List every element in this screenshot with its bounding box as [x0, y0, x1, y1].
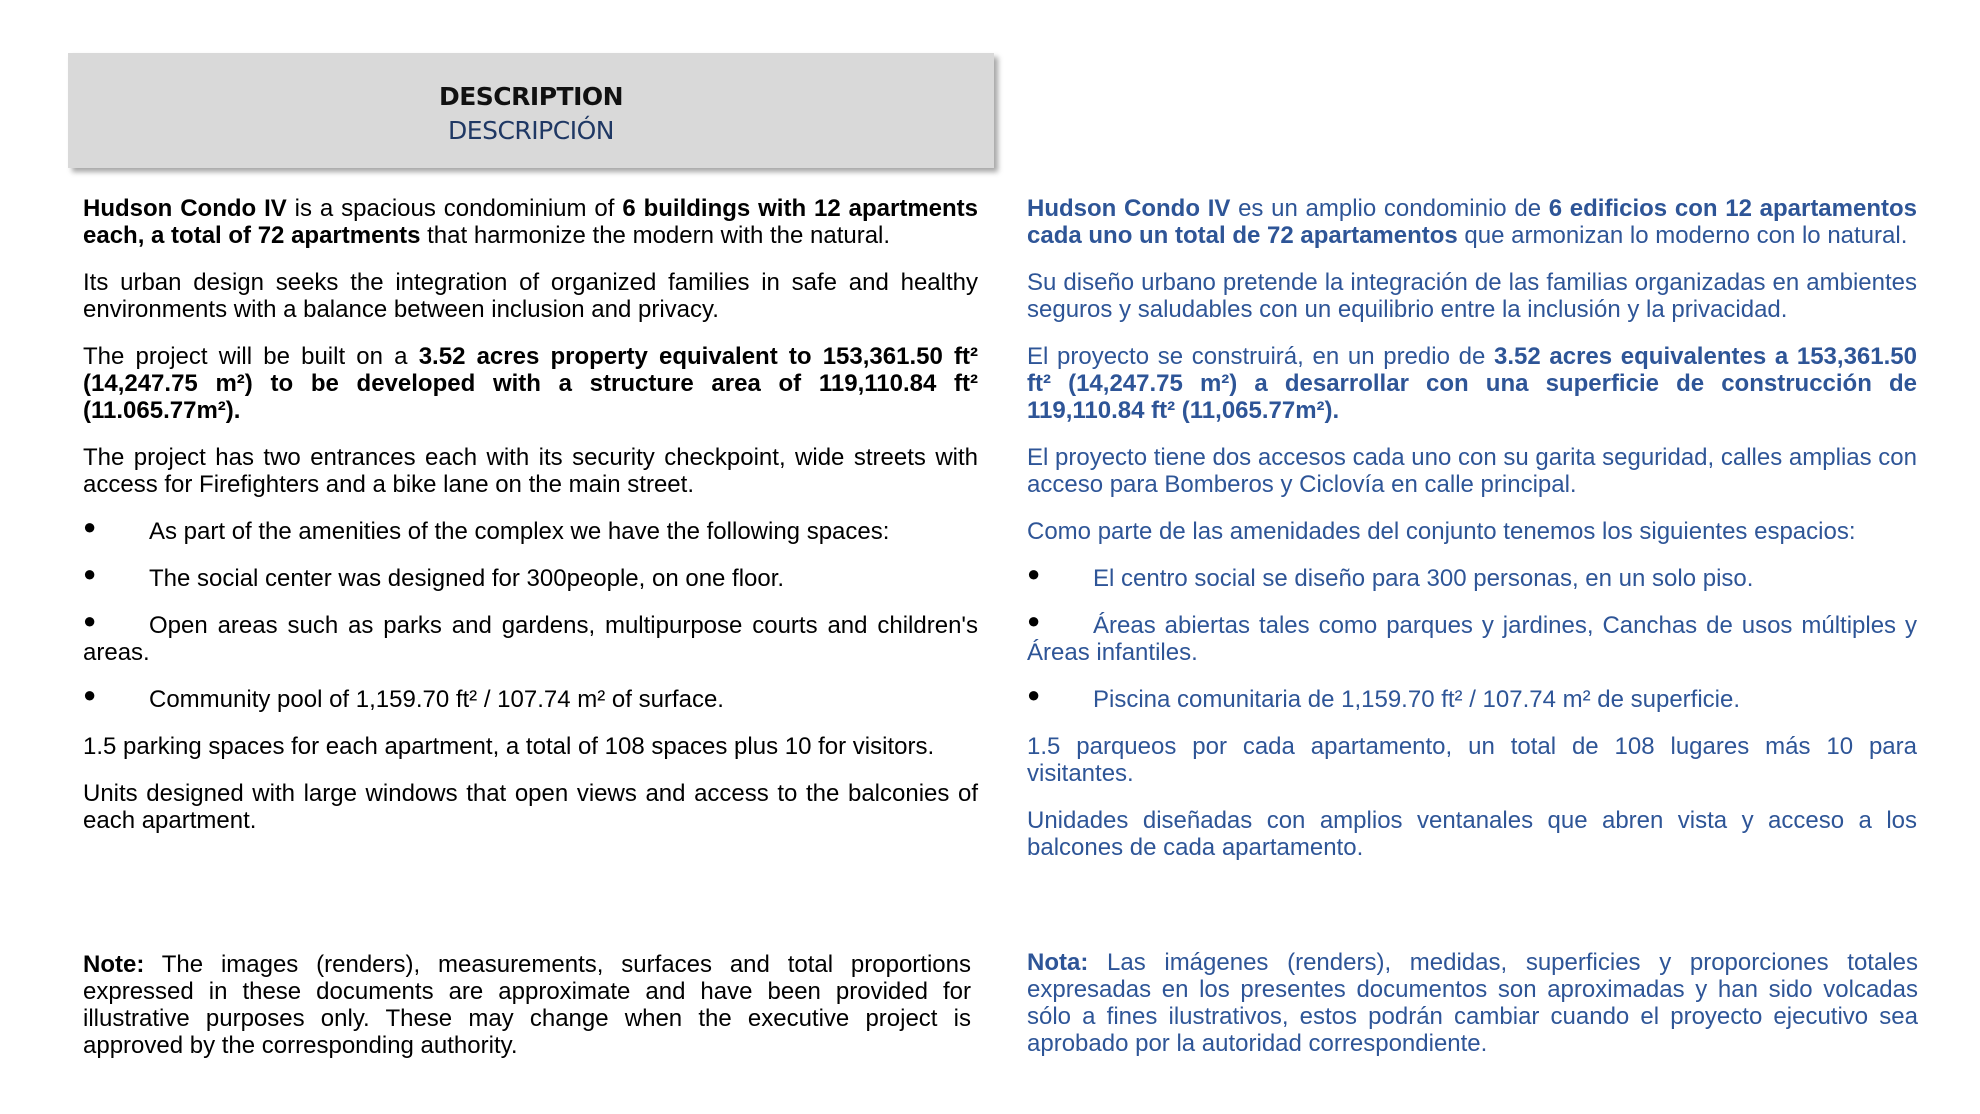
es-intro-text-1: es un amplio condominio de	[1230, 195, 1549, 222]
en-intro-text-1: is a spacious condominium of	[286, 195, 623, 222]
en-bullet-text: Community pool of 1,159.70 ft² / 107.74 m² of surface.	[149, 686, 724, 713]
en-paragraph-parking: 1.5 parking spaces for each apartment, a total of 108 spaces plus 10 for visitors.	[83, 733, 935, 760]
es-intro-bold-name: Hudson Condo IV	[1027, 195, 1231, 222]
es-property-text: El proyecto se construirá, en un predio de	[1027, 343, 1494, 370]
en-property-text: The project will be built on a	[83, 343, 419, 370]
en-property-bold: 3.52 acres property equivalent to 153,361.50 ft² (14,247.75 m²) to be developed with a structure area of 119,110.84 ft² (11.065.77m²).	[83, 343, 978, 424]
en-paragraph-property	[83, 343, 978, 424]
es-bullet-text: Áreas abiertas tales como parques y jardines, Canchas de usos múltiples y Áreas infantiles.	[1027, 612, 1917, 666]
english-column	[83, 195, 978, 854]
spanish-column	[1027, 195, 1917, 881]
bullet-icon: ●	[1027, 561, 1041, 586]
bullet-icon: ●	[1027, 682, 1041, 707]
es-note	[1027, 949, 1918, 1057]
es-paragraph-property	[1027, 343, 1917, 424]
en-bullet-text: Open areas such as parks and gardens, multipurpose courts and children's areas.	[83, 612, 978, 666]
es-note-text: Las imágenes (renders), medidas, superficies y proporciones totales expresadas en los presentes documentos son aproximadas y han sido volcadas sólo a fines ilustrativos, estos podrán cambiar cuando el proyecto ejecutivo sea aprobado por la autoridad correspondiente.	[1027, 949, 1918, 1057]
en-bullet-item	[83, 682, 978, 713]
en-paragraph-intro	[83, 195, 978, 249]
es-property-bold: 3.52 acres equivalentes a 153,361.50 ft² (14,247.75 m²) a desarrollar con una superficie de construcción de 119,110.84 ft² (11,065.77m²).	[1027, 343, 1917, 424]
es-intro-bold-buildings: 6 edificios con 12 apartamentos cada uno un total de 72 apartamentos	[1027, 195, 1917, 249]
en-bullet-item	[83, 561, 978, 592]
en-bullet-item	[83, 608, 978, 666]
en-paragraph-entrances: The project has two entrances each with its security checkpoint, wide streets with access for Firefighters and a bike lane on the main street.	[83, 444, 978, 498]
es-bullet-item	[1027, 682, 1917, 713]
en-note	[83, 951, 971, 1059]
es-paragraph-parking: 1.5 parqueos por cada apartamento, un total de 108 lugares más 10 para visitantes.	[1027, 733, 1917, 787]
en-paragraph-urban-design: Its urban design seeks the integration of organized families in safe and healthy environments with a balance between inclusion and privacy.	[83, 269, 978, 323]
es-paragraph-entrances: El proyecto tiene dos accesos cada uno con su garita seguridad, calles amplias con acceso para Bomberos y Ciclovía en calle principal.	[1027, 444, 1917, 498]
es-paragraph-intro	[1027, 195, 1917, 249]
es-bullet-text: El centro social se diseño para 300 personas, en un solo piso.	[1093, 565, 1754, 592]
header-subtitle: DESCRIPCIÓN	[448, 116, 614, 145]
es-paragraph-units: Unidades diseñadas con amplios ventanales que abren vista y acceso a los balcones de cada apartamento.	[1027, 807, 1917, 861]
en-bullet-text: As part of the amenities of the complex we have the following spaces:	[149, 518, 890, 545]
en-paragraph-units: Units designed with large windows that open views and access to the balconies of each apartment.	[83, 780, 978, 834]
description-header	[68, 53, 994, 168]
en-bullet-text: The social center was designed for 300people, on one floor.	[149, 565, 785, 592]
bullet-icon: ●	[83, 682, 97, 707]
es-paragraph-urban-design: Su diseño urbano pretende la integración de las familias organizadas en ambientes seguros y saludables con un equilibrio entre la inclusión y la privacidad.	[1027, 269, 1917, 323]
en-intro-text-2: that harmonize the modern with the natural.	[420, 222, 891, 249]
es-note-label: Nota:	[1027, 949, 1089, 976]
es-bullet-item	[1027, 608, 1917, 666]
es-paragraph-amenities: Como parte de las amenidades del conjunto tenemos los siguientes espacios:	[1027, 518, 1856, 545]
es-bullet-item	[1027, 561, 1917, 592]
bullet-icon: ●	[83, 608, 97, 633]
header-title: DESCRIPTION	[438, 82, 624, 111]
en-intro-bold-name: Hudson Condo IV	[83, 195, 287, 222]
es-intro-text-2: que armonizan lo moderno con lo natural.	[1457, 222, 1908, 249]
es-bullet-text: Piscina comunitaria de 1,159.70 ft² / 107.74 m² de superficie.	[1093, 686, 1741, 713]
en-note-label: Note:	[83, 951, 145, 978]
en-note-text: The images (renders), measurements, surfaces and total proportions expressed in these documents are approximate and have been provided for illustrative purposes only. These may change when the executive project is approved by the corresponding authority.	[83, 951, 971, 1059]
en-intro-bold-buildings: 6 buildings with 12 apartments each, a total of 72 apartments	[83, 195, 979, 249]
bullet-icon: ●	[83, 514, 97, 539]
en-bullet-item	[83, 514, 978, 545]
bullet-icon: ●	[83, 561, 97, 586]
bullet-icon: ●	[1027, 608, 1041, 633]
